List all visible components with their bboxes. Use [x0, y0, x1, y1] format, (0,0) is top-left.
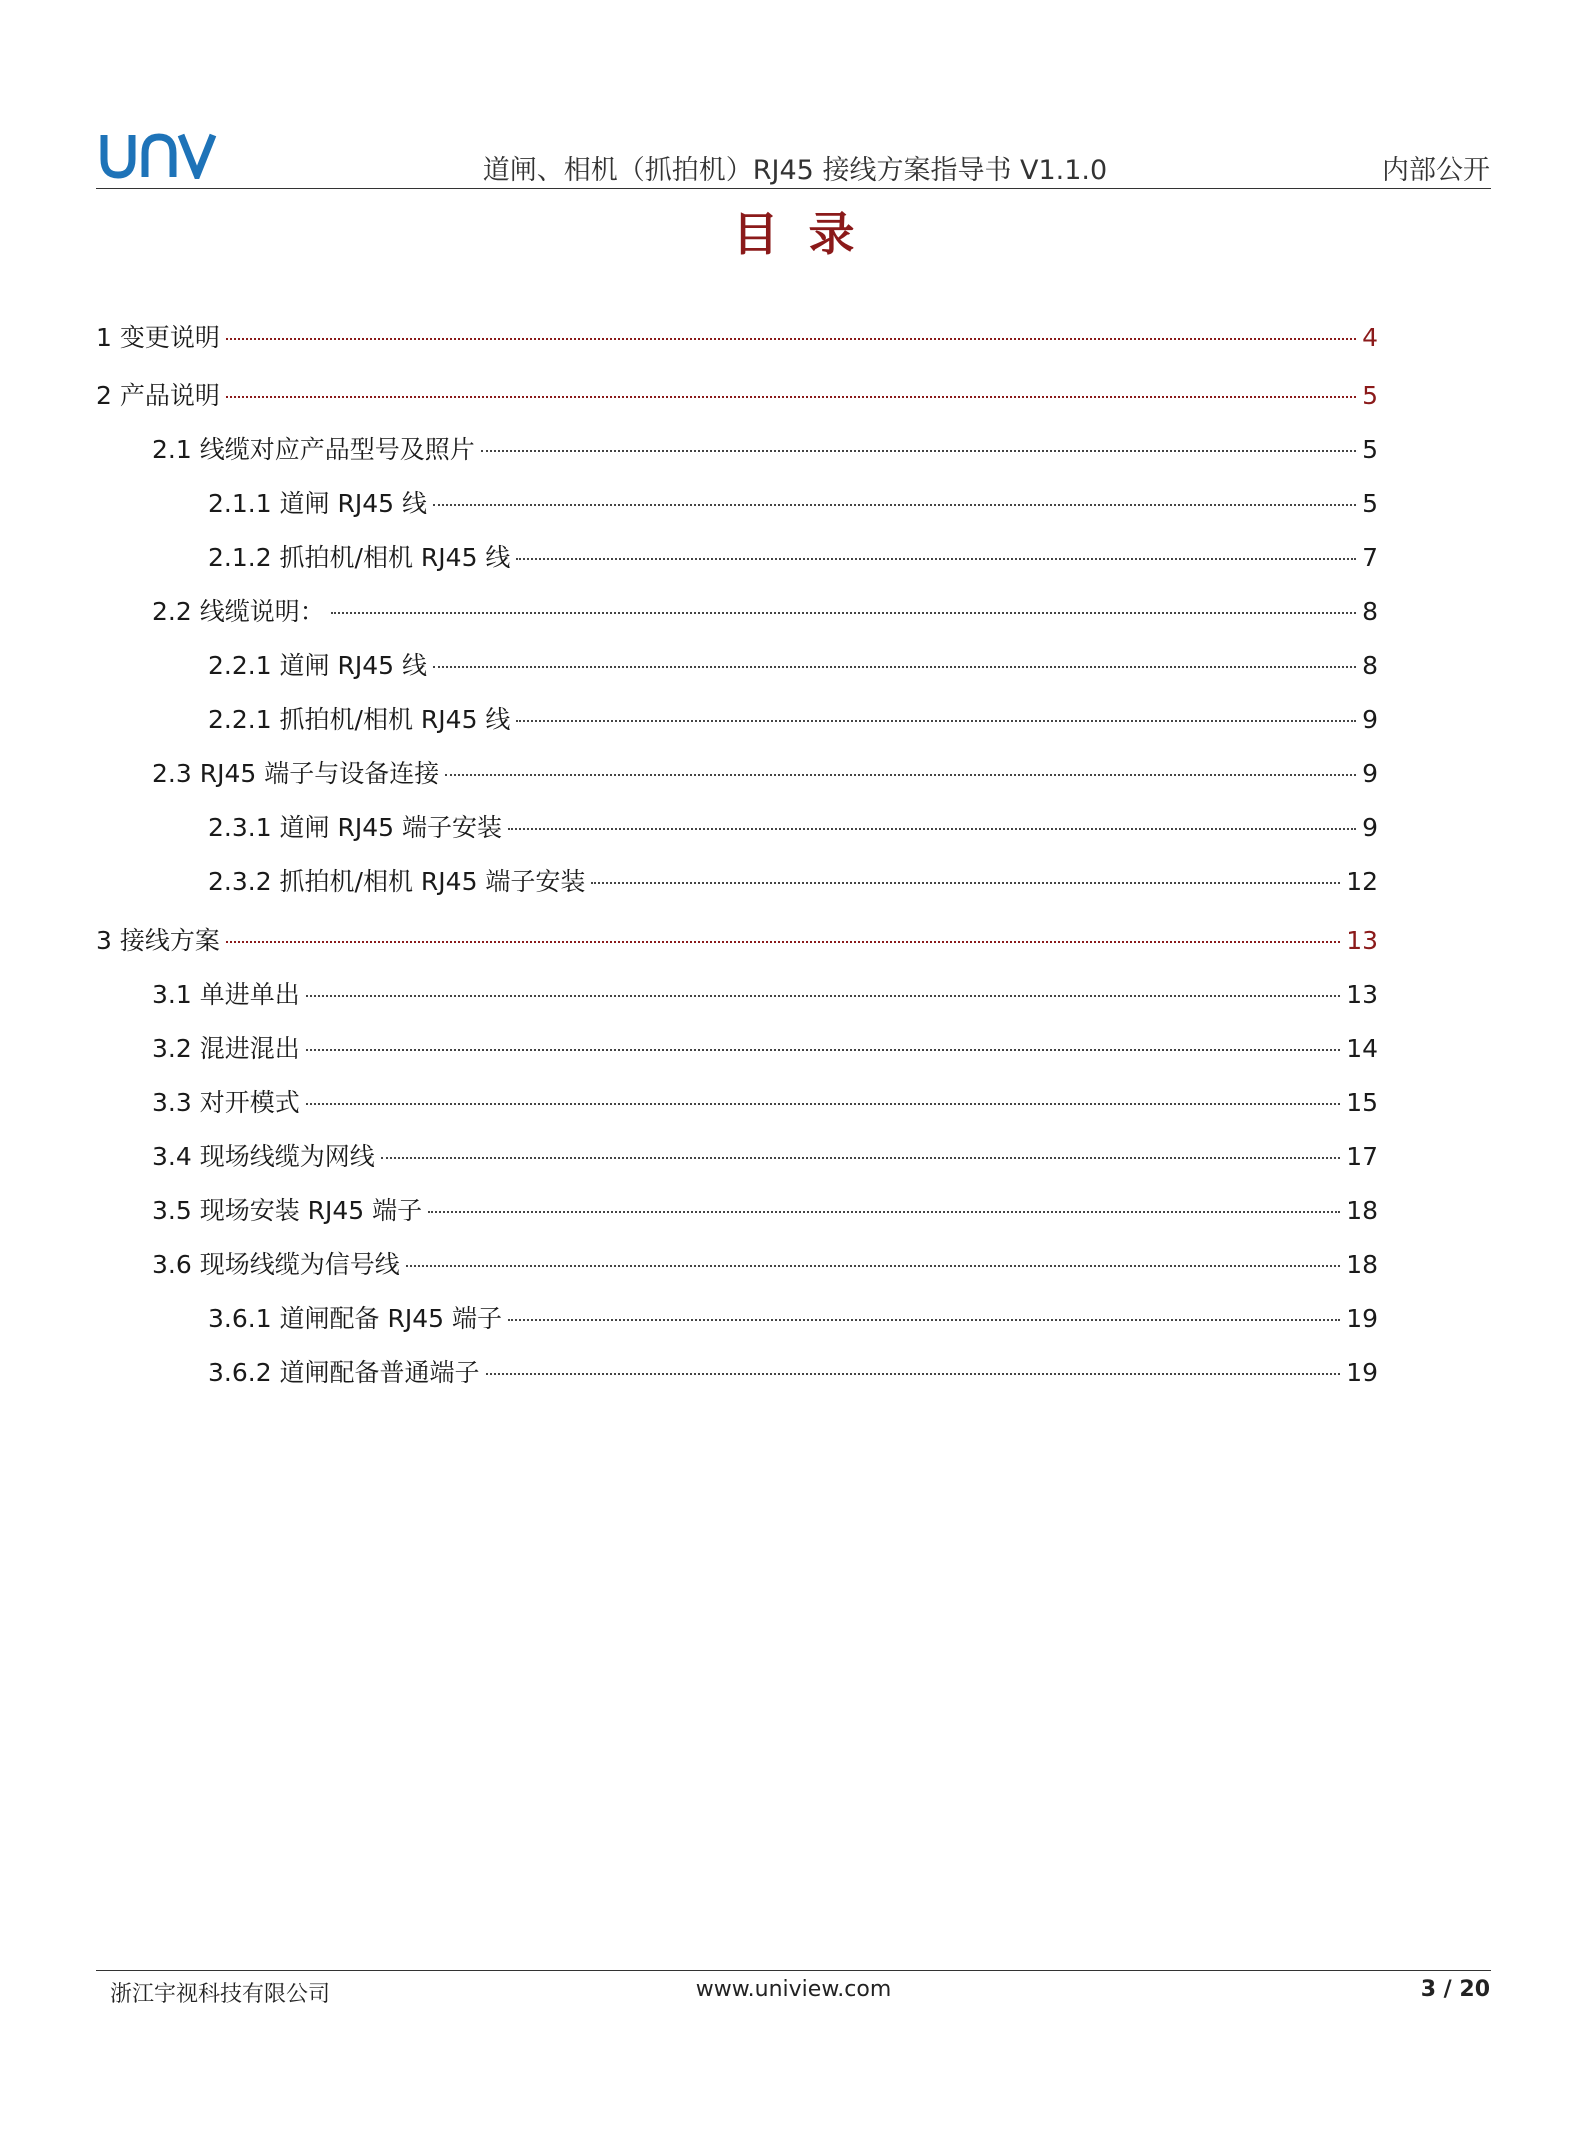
toc-dot-leader: [306, 1049, 1340, 1051]
toc-entry-page: 8: [1362, 597, 1378, 626]
toc-entry-page: 12: [1346, 867, 1378, 896]
page-number: 3 / 20: [1420, 1977, 1490, 2002]
footer-url[interactable]: www.uniview.com: [695, 1977, 892, 2002]
toc-dot-leader: [406, 1265, 1340, 1267]
toc-entry-page: 18: [1346, 1250, 1378, 1279]
toc-entry-label: 3.2 混进混出: [152, 1034, 300, 1063]
toc-entry-label: 3.5 现场安装 RJ45 端子: [152, 1196, 423, 1225]
toc-dot-leader: [516, 720, 1356, 722]
toc-entry-label: 2 产品说明: [96, 381, 220, 410]
toc-entry-label: 2.2.1 道闸 RJ45 线: [208, 651, 428, 680]
toc-entry-label: 1 变更说明: [96, 323, 220, 352]
toc-entry-page: 18: [1346, 1196, 1378, 1225]
toc-entry[interactable]: [96, 318, 1378, 354]
toc-dot-leader: [591, 882, 1340, 884]
toc-entry-label: 2.3.1 道闸 RJ45 端子安装: [208, 813, 503, 842]
toc-entry[interactable]: [208, 646, 1378, 682]
toc-dot-leader: [481, 450, 1356, 452]
header-divider: [96, 188, 1491, 189]
toc-entry[interactable]: [208, 700, 1378, 736]
toc-dot-leader: [508, 828, 1356, 830]
toc-entry-label: 3 接线方案: [96, 926, 220, 955]
toc-entry-page: 13: [1346, 926, 1378, 955]
toc-entry-label: 2.2 线缆说明：: [152, 597, 325, 626]
toc-dot-leader: [306, 995, 1340, 997]
toc-entry-label: 2.1 线缆对应产品型号及照片: [152, 435, 475, 464]
uniview-logo: [99, 133, 219, 179]
toc-entry-page: 7: [1362, 543, 1378, 572]
toc-entry[interactable]: [152, 1137, 1378, 1173]
toc-entry[interactable]: [96, 376, 1378, 412]
toc-entry-label: 3.6.2 道闸配备普通端子: [208, 1358, 480, 1387]
toc-dot-leader: [381, 1157, 1340, 1159]
toc-dot-leader: [516, 558, 1356, 560]
toc-entry[interactable]: [152, 754, 1378, 790]
toc-dot-leader: [226, 338, 1356, 340]
toc-entry[interactable]: [96, 921, 1378, 957]
toc-entry-page: 5: [1362, 489, 1378, 518]
toc-dot-leader: [445, 774, 1356, 776]
toc-entry-page: 17: [1346, 1142, 1378, 1171]
footer-divider: [96, 1970, 1491, 1971]
toc-entry-page: 5: [1362, 381, 1378, 410]
toc-entry[interactable]: [152, 975, 1378, 1011]
toc-entry[interactable]: [152, 1083, 1378, 1119]
toc-entry-page: 9: [1362, 759, 1378, 788]
toc-dot-leader: [226, 941, 1340, 943]
toc-entry-label: 2.2.1 抓拍机/相机 RJ45 线: [208, 705, 511, 734]
toc-entry[interactable]: [208, 1353, 1378, 1389]
toc-entry-page: 14: [1346, 1034, 1378, 1063]
toc-heading: 目录: [732, 207, 885, 261]
toc-entry[interactable]: [208, 484, 1378, 520]
toc-dot-leader: [428, 1211, 1340, 1213]
toc-entry-label: 3.3 对开模式: [152, 1088, 300, 1117]
classification-label: 内部公开: [1382, 155, 1490, 186]
toc-entry[interactable]: [152, 1245, 1378, 1281]
toc-entry-page: 9: [1362, 705, 1378, 734]
toc-dot-leader: [486, 1373, 1341, 1375]
toc-entry[interactable]: [152, 430, 1378, 466]
toc-entry[interactable]: [208, 1299, 1378, 1335]
toc-dot-leader: [331, 612, 1356, 614]
toc-dot-leader: [433, 504, 1356, 506]
toc-dot-leader: [508, 1319, 1340, 1321]
toc-entry-page: 5: [1362, 435, 1378, 464]
toc-entry-label: 2.3 RJ45 端子与设备连接: [152, 759, 440, 788]
toc-entry-label: 3.6.1 道闸配备 RJ45 端子: [208, 1304, 503, 1333]
toc-entry[interactable]: [208, 538, 1378, 574]
toc-entry-page: 9: [1362, 813, 1378, 842]
toc-dot-leader: [433, 666, 1356, 668]
toc-entry-page: 8: [1362, 651, 1378, 680]
toc-entry-page: 19: [1346, 1358, 1378, 1387]
toc-entry-page: 15: [1346, 1088, 1378, 1117]
footer-company: 浙江宇视科技有限公司: [110, 1982, 331, 2007]
toc-entry-label: 2.3.2 抓拍机/相机 RJ45 端子安装: [208, 867, 586, 896]
toc-entry-page: 19: [1346, 1304, 1378, 1333]
toc-entry-label: 3.4 现场线缆为网线: [152, 1142, 375, 1171]
document-title: 道闸、相机（抓拍机）RJ45 接线方案指导书 V1.1.0: [482, 155, 1108, 186]
toc-dot-leader: [306, 1103, 1340, 1105]
toc-entry[interactable]: [208, 808, 1378, 844]
toc-entry-label: 3.6 现场线缆为信号线: [152, 1250, 400, 1279]
toc-entry-page: 13: [1346, 980, 1378, 1009]
toc-entry[interactable]: [152, 1029, 1378, 1065]
toc-dot-leader: [226, 396, 1356, 398]
toc-entry-page: 4: [1362, 323, 1378, 352]
toc-entry[interactable]: [152, 1191, 1378, 1227]
toc-entry-label: 2.1.1 道闸 RJ45 线: [208, 489, 428, 518]
toc-entry[interactable]: [152, 592, 1378, 628]
toc-entry-label: 3.1 单进单出: [152, 980, 300, 1009]
toc-entry[interactable]: [208, 862, 1378, 898]
toc-entry-label: 2.1.2 抓拍机/相机 RJ45 线: [208, 543, 511, 572]
